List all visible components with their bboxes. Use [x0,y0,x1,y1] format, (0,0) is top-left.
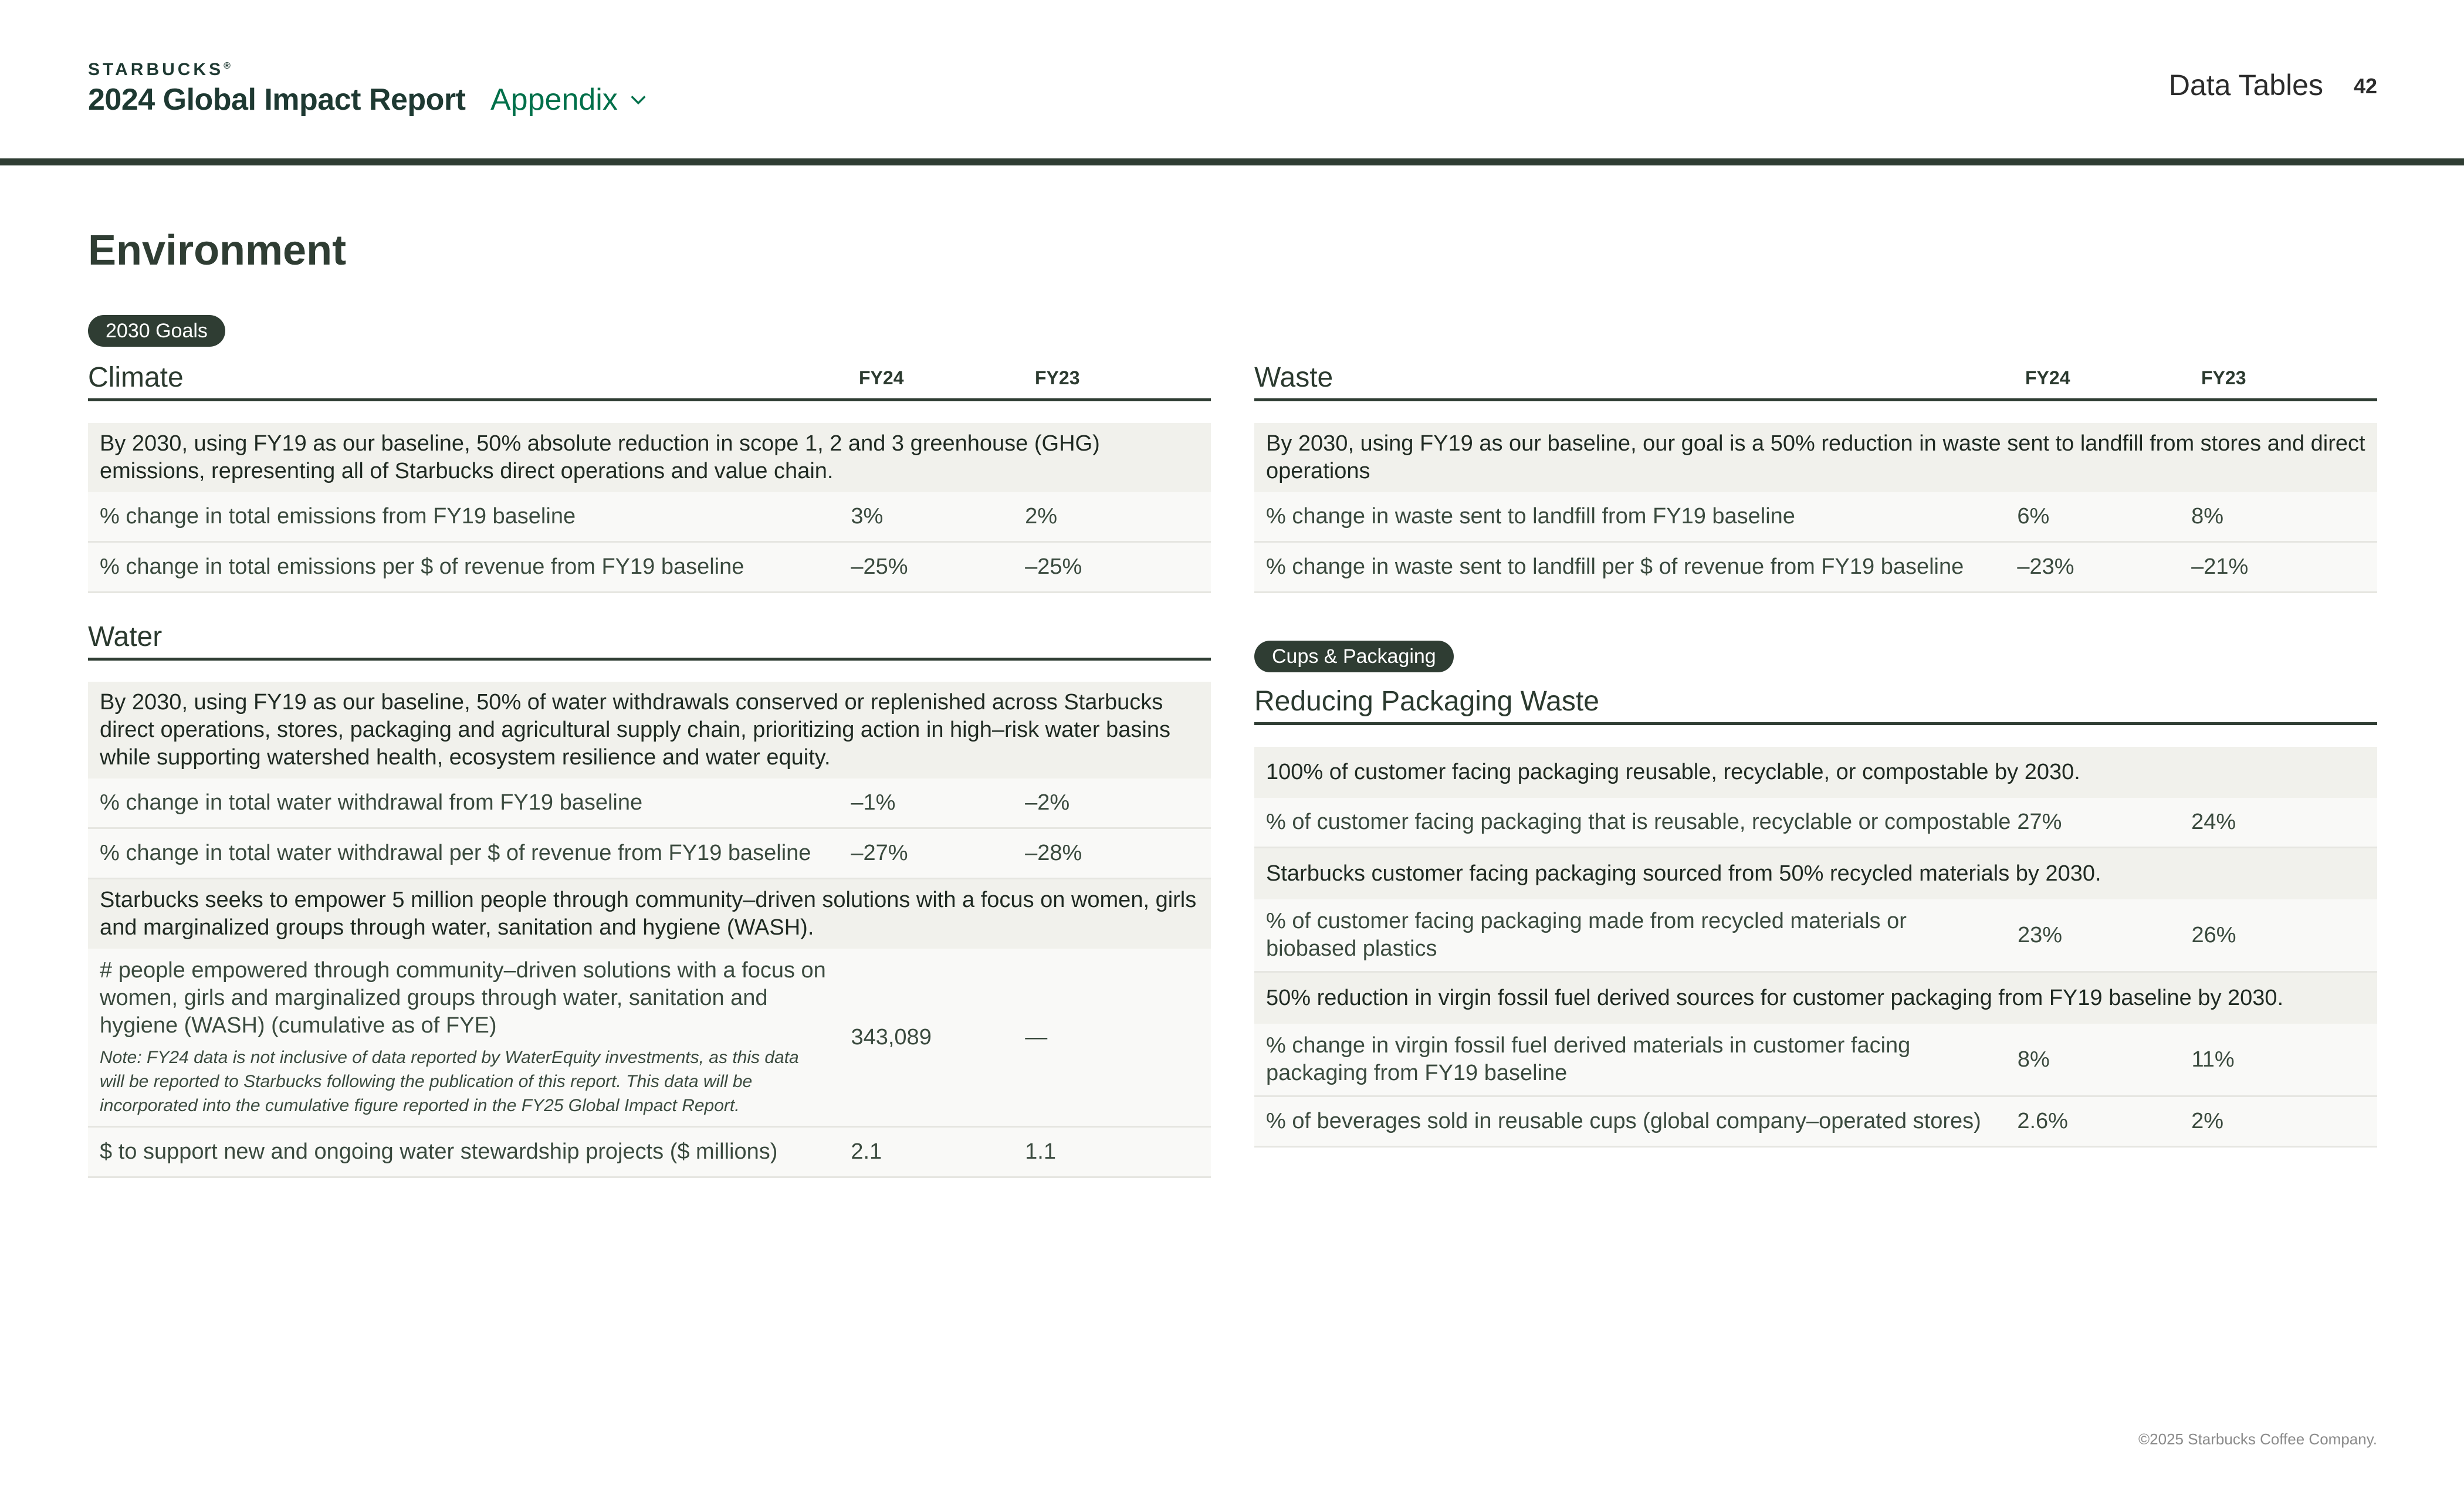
row-label: % of customer facing packaging that is reusable, recyclable or compostable [1266,810,2011,834]
page-number: 42 [2353,74,2377,98]
table-row [1254,1024,2377,1097]
fy24-value: 343,089 [851,1024,932,1050]
fy24-value: 27% [2017,810,2062,834]
water-table [88,622,1211,1178]
climate-goal: By 2030, using FY19 as our baseline, 50% absolute reduction in scope 1, 2 and 3 greenhouse (GHG) emissions, representing all of Starbucks direct operations and value chain. [88,423,1211,492]
footnote: Note: FY24 data is not inclusive of data reported by WaterEquity investments, as this data will be reported to Starbucks following the publication of this report. This data will be incorporated into the cumulative figure reported in the FY25 Global Impact Report. [100,1048,799,1115]
goals-pill: 2030 Goals [88,315,225,347]
row-label: # people empowered through community–driven solutions with a focus on women, girls and marginalized groups through water, sanitation and hygiene (WASH) (cumulative as of FYE) [100,958,826,1038]
fy23-value: 11% [2191,1047,2235,1072]
fy23-value: –21% [2191,554,2249,579]
fy23-value: — [1025,1024,1048,1050]
row-label: % change in total water withdrawal from FY19 baseline [100,790,643,815]
fy23-column-header: FY23 [1035,367,1080,388]
fy24-value: –27% [851,841,908,865]
table-row [1254,899,2377,973]
fy24-value: 23% [2018,922,2063,947]
row-label: % of customer facing packaging made from recycled materials or biobased plastics [1266,909,1907,961]
table-row [88,543,1211,593]
starbucks-wordmark: STARBUCKS® [88,60,231,79]
fy24-value: –25% [851,554,908,579]
packaging-table-header [1254,686,2377,725]
row-label-with-note [100,949,851,1126]
chevron-down-icon [628,90,648,110]
header-divider [0,158,2464,165]
fy24-column-header: FY24 [2025,367,2070,388]
fy24-value: –1% [851,790,896,815]
report-title: 2024 Global Impact Report [88,83,466,117]
water-goal: By 2030, using FY19 as our baseline, 50% of water withdrawals conserved or replenished across Starbucks direct operations, stores, packaging and agricultural supply chain, prioritizing action in high–risk water basins while supporting watershed health, ecosystem resilience and water equity. [88,682,1211,779]
packaging-goal: 50% reduction in virgin fossil fuel derived sources for customer packaging from FY19 baseline by 2030. [1254,973,2377,1024]
wash-goal: Starbucks seeks to empower 5 million people through community–driven solutions with a focus on women, girls and marginalized groups through water, sanitation and hygiene (WASH). [88,879,1211,949]
fy24-value: 2.6% [2017,1109,2068,1133]
table-row [1254,543,2377,593]
fy23-value: 24% [2191,810,2236,834]
row-label: % change in total emissions per $ of revenue from FY19 baseline [100,554,744,579]
page-heading: Environment [88,227,347,274]
fy23-column-header: FY23 [2201,367,2246,388]
fy23-value: 26% [2191,922,2236,947]
table-row [88,949,1211,1128]
row-label: % of beverages sold in reusable cups (global company–operated stores) [1266,1109,1981,1133]
row-label: % change in total emissions from FY19 baseline [100,504,576,529]
fy23-value: 2% [2191,1109,2224,1133]
climate-table-header [88,363,1211,401]
climate-title: Climate [88,362,184,393]
table-row [1254,798,2377,848]
fy23-value: 8% [2191,504,2224,529]
row-label: % change in waste sent to landfill per $ of revenue from FY19 baseline [1266,554,1964,579]
fy24-value: 6% [2017,504,2050,529]
table-row [1254,492,2377,543]
fy23-value: –2% [1025,790,1070,815]
appendix-nav-dropdown[interactable] [490,82,648,117]
copyright: ©2025 Starbucks Coffee Company. [2138,1430,2377,1448]
fy23-value: 2% [1025,504,1058,529]
table-row [1254,1097,2377,1148]
waste-table-header [1254,363,2377,401]
fy24-value: 2.1 [851,1139,882,1164]
fy24-value: 3% [851,504,884,529]
appendix-nav-label: Appendix [490,83,618,117]
row-label: % change in virgin fossil fuel derived materials in customer facing packaging from FY19 baseline [1266,1033,1911,1085]
row-label: % change in total water withdrawal per $ of revenue from FY19 baseline [100,841,811,865]
fy24-value: –23% [2017,554,2074,579]
packaging-title: Reducing Packaging Waste [1254,686,1599,717]
table-row [88,492,1211,543]
fy23-value: –28% [1025,841,1082,865]
water-title: Water [88,621,163,652]
climate-table [88,363,1211,593]
row-label: % change in waste sent to landfill from FY19 baseline [1266,504,1795,529]
table-row [88,779,1211,829]
packaging-goal: Starbucks customer facing packaging sourced from 50% recycled materials by 2030. [1254,848,2377,899]
table-row [88,1128,1211,1178]
packaging-goal: 100% of customer facing packaging reusable, recyclable, or compostable by 2030. [1254,747,2377,798]
cups-packaging-pill: Cups & Packaging [1254,641,1454,672]
fy24-column-header: FY24 [859,367,904,388]
waste-table [1254,363,2377,593]
waste-title: Waste [1254,362,1333,393]
row-label: $ to support new and ongoing water stewardship projects ($ millions) [100,1139,778,1164]
fy23-value: –25% [1025,554,1082,579]
fy23-value: 1.1 [1025,1139,1056,1164]
section-name: Data Tables [2168,69,2323,101]
waste-goal: By 2030, using FY19 as our baseline, our goal is a 50% reduction in waste sent to landfill from stores and direct operations [1254,423,2377,492]
table-row [88,829,1211,879]
water-table-header [88,622,1211,661]
fy24-value: 8% [2017,1047,2050,1072]
packaging-table [1254,686,2377,1148]
